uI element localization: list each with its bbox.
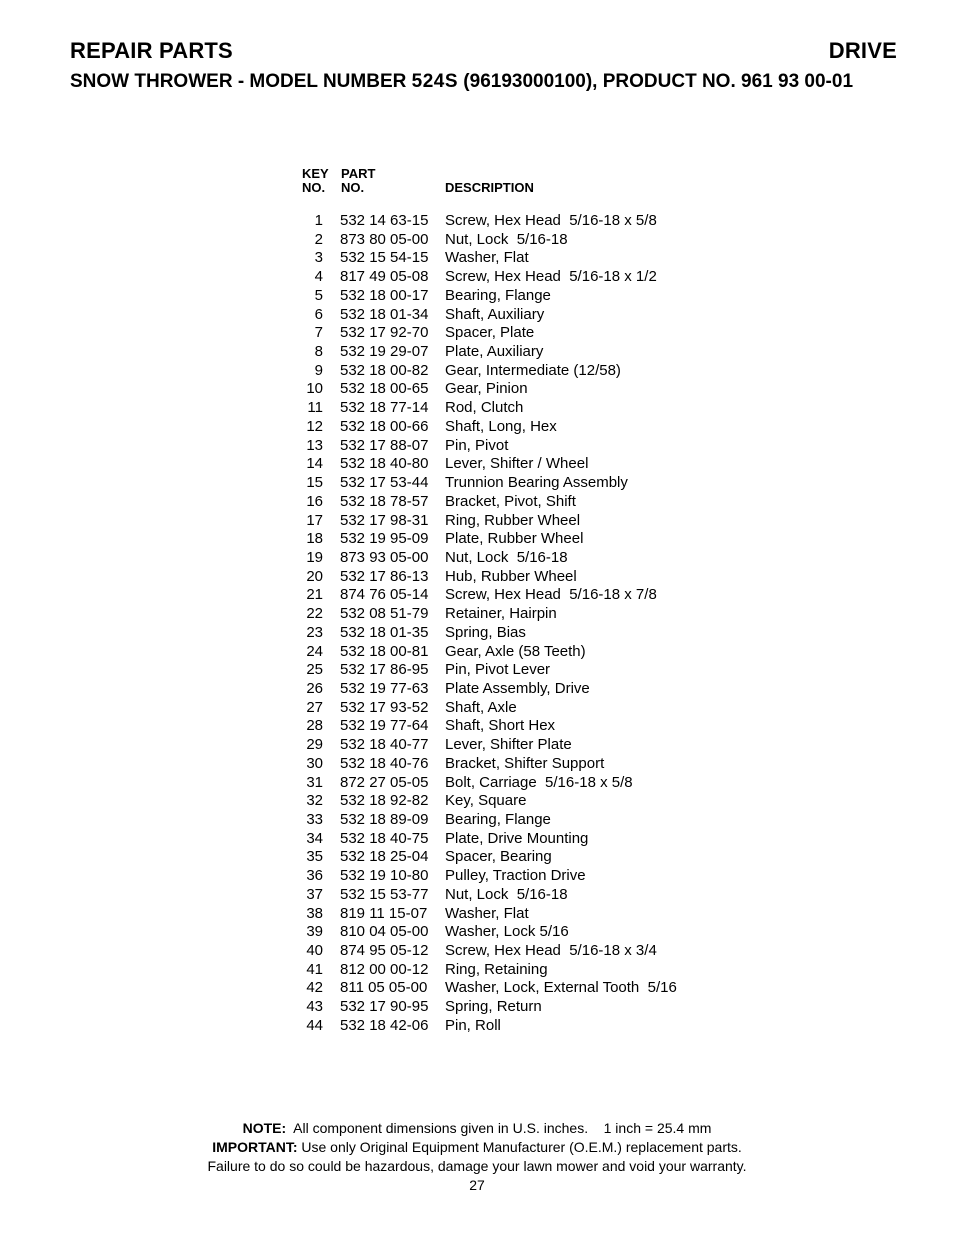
part-no: 532 17 98-31 [340, 511, 429, 529]
important-label: IMPORTANT: [212, 1139, 298, 1155]
table-row [296, 774, 796, 793]
column-header-description: DESCRIPTION [445, 180, 534, 195]
part-no: 532 18 00-65 [340, 380, 429, 398]
column-header-key [302, 167, 329, 195]
description: Washer, Lock 5/16 [445, 923, 569, 941]
description: Screw, Hex Head 5/16-18 x 1/2 [445, 268, 657, 286]
subtitle-suffix: (96193000100), PRODUCT NO. 961 93 00-01 [458, 71, 854, 92]
description: Shaft, Short Hex [445, 717, 556, 735]
key-no: 23 [306, 623, 323, 641]
table-row [296, 418, 796, 437]
part-no: 532 18 40-75 [340, 829, 429, 847]
note-text: All component dimensions given in U.S. inches. 1 inch = 25.4 mm [286, 1120, 712, 1136]
table-row [296, 212, 796, 231]
note-label: NOTE: [242, 1120, 287, 1136]
description: Plate Assembly, Drive [445, 679, 590, 697]
key-no: 22 [306, 605, 323, 623]
table-row [296, 1017, 796, 1036]
key-no: 33 [306, 811, 323, 828]
part-no: 532 08 51-79 [340, 605, 429, 623]
description: Plate, Drive Mounting [445, 829, 589, 847]
description: Plate, Rubber Wheel [445, 530, 584, 548]
key-no: 1 [314, 212, 323, 229]
table-row [296, 343, 796, 362]
description: Bearing, Flange [445, 811, 551, 828]
description: Retainer, Hairpin [445, 605, 557, 623]
key-no: 7 [314, 324, 323, 342]
part-no: 532 18 00-17 [340, 286, 429, 304]
key-no: 35 [306, 848, 323, 866]
key-no: 11 [307, 399, 323, 417]
table-row [296, 680, 796, 699]
table-row [296, 324, 796, 343]
table-row [296, 699, 796, 718]
table-row [296, 549, 796, 568]
part-no: 532 18 00-82 [340, 361, 429, 379]
table-row [296, 830, 796, 849]
key-no: 4 [314, 268, 323, 286]
description: Screw, Hex Head 5/16-18 x 5/8 [445, 212, 657, 229]
table-row [296, 512, 796, 531]
part-no: 532 15 53-77 [340, 885, 429, 903]
part-no: 811 05 05-00 [340, 979, 428, 997]
part-no: 812 00 00-12 [340, 960, 429, 978]
table-row [296, 493, 796, 512]
description: Gear, Axle (58 Teeth) [445, 642, 586, 660]
part-no: 532 18 40-80 [340, 455, 429, 473]
key-no: 42 [306, 979, 323, 997]
table-row [296, 923, 796, 942]
description: Bracket, Pivot, Shift [445, 492, 576, 510]
table-row [296, 231, 796, 250]
description: Pin, Roll [445, 1016, 501, 1034]
table-row [296, 998, 796, 1017]
description: Gear, Intermediate (12/58) [445, 361, 621, 379]
description: Plate, Auxiliary [445, 343, 544, 361]
section-title: REPAIR PARTS [70, 38, 233, 63]
part-no: 873 80 05-00 [340, 230, 429, 248]
table-row [296, 362, 796, 381]
key-no: 32 [306, 792, 323, 810]
part-header-line1: PART [341, 166, 376, 181]
part-no: 532 17 86-95 [340, 661, 429, 679]
part-no: 532 19 77-63 [340, 679, 429, 697]
table-row [296, 306, 796, 325]
part-no: 873 93 05-00 [340, 548, 429, 566]
part-no: 532 18 01-35 [340, 623, 429, 641]
key-header-line2: NO. [302, 180, 326, 195]
description: Screw, Hex Head 5/16-18 x 3/4 [445, 942, 657, 960]
key-no: 43 [306, 998, 323, 1016]
column-header-part [341, 167, 375, 195]
part-no: 532 17 90-95 [340, 998, 429, 1016]
part-no: 872 27 05-05 [340, 773, 429, 791]
key-no: 37 [306, 885, 323, 903]
important-line [0, 1138, 954, 1157]
part-no: 532 19 29-07 [340, 343, 429, 361]
table-row [296, 661, 796, 680]
key-header-line1: KEY [302, 166, 329, 181]
table-row [296, 624, 796, 643]
part-no: 532 18 00-66 [340, 417, 429, 435]
part-no: 532 17 53-44 [340, 474, 429, 492]
table-row [296, 811, 796, 830]
section-name: DRIVE [828, 38, 897, 63]
table-row [296, 755, 796, 774]
description: Washer, Lock, External Tooth 5/16 [445, 979, 677, 997]
key-no: 17 [306, 511, 323, 529]
table-row [296, 530, 796, 549]
part-no: 532 18 40-77 [340, 736, 429, 754]
key-no: 16 [306, 492, 323, 510]
part-no: 532 18 40-76 [340, 754, 429, 772]
description: Gear, Pinion [445, 380, 528, 398]
key-no: 27 [306, 698, 323, 716]
key-no: 12 [306, 417, 323, 435]
description: Ring, Rubber Wheel [445, 511, 581, 529]
description: Pin, Pivot Lever [445, 661, 551, 679]
key-no: 28 [306, 717, 323, 735]
table-row [296, 455, 796, 474]
part-no: 532 19 77-64 [340, 717, 429, 735]
part-no: 532 18 89-09 [340, 811, 429, 828]
note-line [0, 1119, 954, 1138]
description: Bolt, Carriage 5/16-18 x 5/8 [445, 773, 633, 791]
description: Shaft, Axle [445, 698, 517, 716]
key-no: 5 [314, 286, 323, 304]
key-no: 19 [306, 548, 323, 566]
part-no: 532 17 93-52 [340, 698, 429, 716]
key-no: 26 [306, 679, 323, 697]
description: Rod, Clutch [445, 399, 524, 417]
key-no: 6 [314, 305, 323, 323]
table-row [296, 568, 796, 587]
part-no: 532 18 78-57 [340, 492, 429, 510]
subtitle-prefix: SNOW THROWER - MODEL NUMBER [70, 71, 412, 92]
key-no: 40 [306, 942, 323, 960]
key-no: 30 [306, 754, 323, 772]
description: Trunnion Bearing Assembly [445, 474, 628, 492]
description: Shaft, Auxiliary [445, 305, 545, 323]
description: Spacer, Bearing [445, 848, 552, 866]
description: Pin, Pivot [445, 436, 509, 454]
description: Lever, Shifter / Wheel [445, 455, 589, 473]
key-no: 38 [306, 904, 323, 922]
description: Lever, Shifter Plate [445, 736, 572, 754]
key-no: 29 [306, 736, 323, 754]
description: Bearing, Flange [445, 286, 551, 304]
table-row [296, 287, 796, 306]
key-no: 36 [306, 867, 323, 885]
part-no: 532 18 92-82 [340, 792, 429, 810]
description: Nut, Lock 5/16-18 [445, 230, 568, 248]
key-no: 8 [314, 343, 323, 361]
key-no: 14 [306, 455, 323, 473]
table-row [296, 942, 796, 961]
key-no: 21 [306, 586, 323, 604]
part-no: 532 18 00-81 [340, 642, 429, 660]
part-no: 532 17 88-07 [340, 436, 429, 454]
part-no: 532 18 77-14 [340, 399, 429, 417]
table-row [296, 643, 796, 662]
description: Ring, Retaining [445, 960, 548, 978]
table-row [296, 792, 796, 811]
description: Nut, Lock 5/16-18 [445, 885, 568, 903]
table-row [296, 961, 796, 980]
description: Nut, Lock 5/16-18 [445, 548, 568, 566]
key-no: 13 [306, 436, 323, 454]
table-row [296, 605, 796, 624]
part-no: 532 19 95-09 [340, 530, 429, 548]
table-row [296, 848, 796, 867]
key-no: 20 [306, 567, 323, 585]
description: Spring, Return [445, 998, 542, 1016]
key-no: 10 [306, 380, 323, 398]
key-no: 9 [314, 361, 323, 379]
description: Screw, Hex Head 5/16-18 x 7/8 [445, 586, 657, 604]
description: Hub, Rubber Wheel [445, 567, 577, 585]
description: Shaft, Long, Hex [445, 417, 557, 435]
key-no: 3 [314, 249, 323, 267]
description: Washer, Flat [445, 904, 529, 922]
page-number: 27 [469, 1177, 485, 1193]
parts-list [296, 212, 796, 1036]
table-row [296, 867, 796, 886]
warning-line: Failure to do so could be hazardous, damage your lawn mower and void your warranty. [207, 1158, 747, 1174]
part-no: 532 18 25-04 [340, 848, 429, 866]
key-no: 44 [306, 1016, 323, 1034]
description: Bracket, Shifter Support [445, 754, 605, 772]
table-row [296, 586, 796, 605]
part-no: 532 18 42-06 [340, 1016, 429, 1034]
part-no: 874 95 05-12 [340, 942, 429, 960]
table-row [296, 268, 796, 287]
part-no: 874 76 05-14 [340, 586, 429, 604]
table-row [296, 380, 796, 399]
key-no: 24 [306, 642, 323, 660]
part-no: 532 18 01-34 [340, 305, 429, 323]
description: Pulley, Traction Drive [445, 867, 586, 885]
table-row [296, 437, 796, 456]
key-no: 2 [314, 230, 323, 248]
key-no: 41 [306, 960, 323, 978]
key-no: 39 [306, 923, 323, 941]
description: Washer, Flat [445, 249, 529, 267]
model-number: 524S [411, 71, 459, 92]
key-no: 15 [306, 474, 323, 492]
table-row [296, 979, 796, 998]
part-no: 817 49 05-08 [340, 268, 429, 286]
table-row [296, 399, 796, 418]
page-subtitle [70, 71, 853, 93]
part-header-line2: NO. [341, 180, 365, 195]
part-no: 819 11 15-07 [340, 904, 428, 922]
part-no: 532 14 63-15 [340, 212, 429, 229]
table-row [296, 717, 796, 736]
part-no: 532 17 92-70 [340, 324, 429, 342]
key-no: 18 [306, 530, 323, 548]
key-no: 25 [306, 661, 323, 679]
key-no: 31 [306, 773, 323, 791]
part-no: 532 17 86-13 [340, 567, 429, 585]
table-row [296, 474, 796, 493]
table-row [296, 886, 796, 905]
part-no: 532 15 54-15 [340, 249, 429, 267]
table-row [296, 905, 796, 924]
important-text: Use only Original Equipment Manufacturer (O.E.M.) replacement parts. [297, 1139, 742, 1155]
description: Spring, Bias [445, 623, 526, 641]
part-no: 532 19 10-80 [340, 867, 429, 885]
part-no: 810 04 05-00 [340, 923, 429, 941]
key-no: 34 [306, 829, 323, 847]
description: Spacer, Plate [445, 324, 535, 342]
description: Key, Square [445, 792, 527, 810]
table-row [296, 736, 796, 755]
table-row [296, 249, 796, 268]
